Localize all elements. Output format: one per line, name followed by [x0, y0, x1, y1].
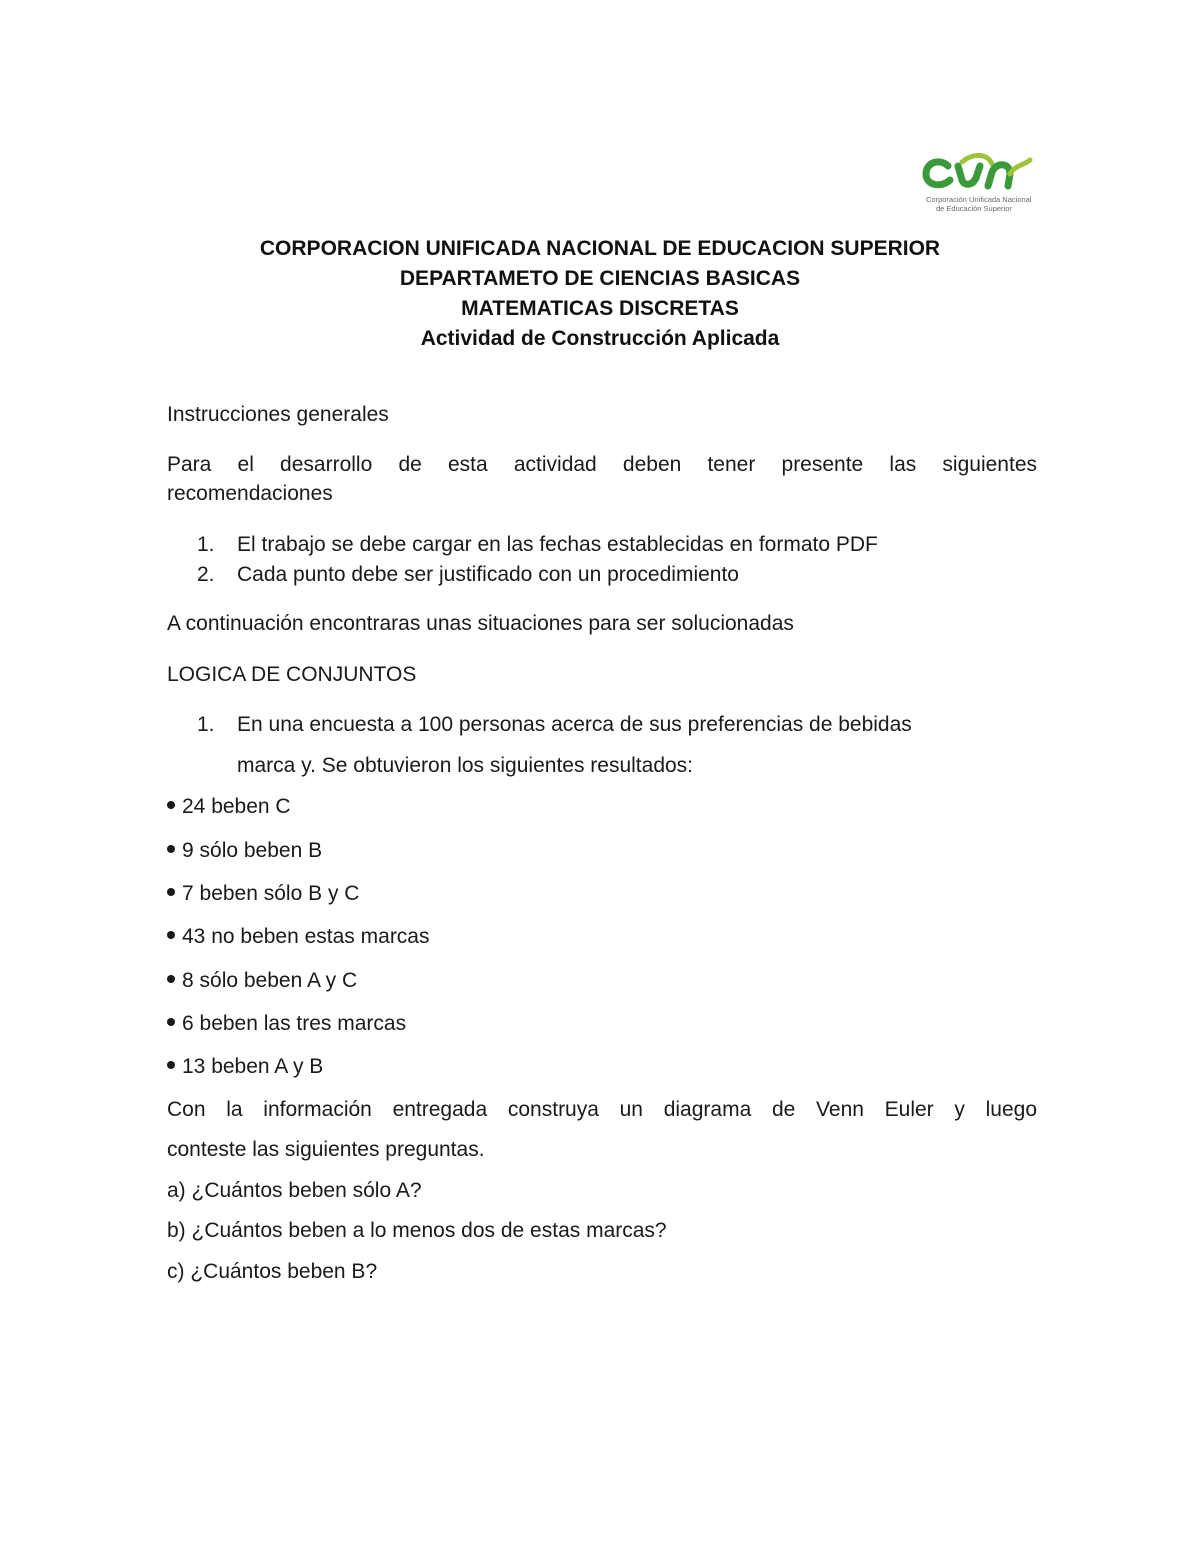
recommendation-item — [197, 561, 1037, 589]
question-a: a) ¿Cuántos beben sólo A? — [167, 1179, 422, 1202]
task-line-2: conteste las siguientes preguntas. — [167, 1138, 485, 1161]
logo-subtitle-line-2: de Educación Superior — [936, 204, 1012, 213]
result-text: 43 no beben estas marcas — [182, 925, 430, 948]
result-text: 8 sólo beben A y C — [182, 969, 358, 992]
header-institution: CORPORACION UNIFICADA NACIONAL DE EDUCACION SUPERIOR — [259, 237, 941, 260]
bullet-icon — [167, 931, 175, 939]
header-department: DEPARTAMETO DE CIENCIAS BASICAS — [399, 267, 801, 290]
cun-logo-mark — [918, 152, 1042, 196]
problem-text-line-1: En una encuesta a 100 personas acerca de sus preferencias de bebidas — [237, 713, 912, 736]
header-course: MATEMATICAS DISCRETAS — [461, 297, 739, 320]
list-item — [167, 793, 291, 821]
intro-line-2: recomendaciones — [167, 482, 333, 505]
intro-line-1: Para el desarrollo de esta actividad deben tener presente las siguientes — [167, 453, 1037, 476]
list-item — [167, 1010, 406, 1038]
bullet-icon — [167, 801, 175, 809]
question-b: b) ¿Cuántos beben a lo menos dos de estas marcas? — [167, 1219, 667, 1242]
result-text: 24 beben C — [182, 795, 291, 818]
recommendation-text: El trabajo se debe cargar en las fechas establecidas en formato PDF — [237, 533, 878, 556]
list-number: 2. — [197, 563, 215, 586]
header-activity: Actividad de Construcción Aplicada — [420, 327, 780, 350]
recommendation-text: Cada punto debe ser justificado con un procedimiento — [237, 563, 739, 586]
instructions-heading: Instrucciones generales — [167, 403, 389, 426]
task-line-1: Con la información entregada construya un diagrama de Venn Euler y luego — [167, 1098, 1037, 1121]
list-item — [167, 880, 359, 908]
result-text: 13 beben A y B — [182, 1055, 324, 1078]
list-number: 1. — [197, 533, 215, 556]
list-item — [167, 923, 430, 951]
problem-text-line-2: marca y. Se obtuvieron los siguientes resultados: — [237, 754, 694, 777]
logo-subtitle-line-1: Corporación Unificada Nacional — [926, 195, 1032, 204]
bullet-icon — [167, 975, 175, 983]
list-number: 1. — [197, 713, 215, 736]
bullet-icon — [167, 1018, 175, 1026]
problem-item-cont — [197, 752, 1037, 780]
list-item — [167, 1053, 323, 1081]
logo-subtitle — [926, 195, 1046, 213]
result-text: 6 beben las tres marcas — [182, 1012, 407, 1035]
continuation-text: A continuación encontraras unas situaciones para ser solucionadas — [167, 612, 794, 635]
bullet-icon — [167, 1061, 175, 1069]
result-text: 9 sólo beben B — [182, 839, 323, 862]
list-item — [167, 837, 322, 865]
question-c: c) ¿Cuántos beben B? — [167, 1260, 378, 1283]
result-text: 7 beben sólo B y C — [182, 882, 360, 905]
bullet-icon — [167, 845, 175, 853]
list-item — [167, 967, 357, 995]
section-title: LOGICA DE CONJUNTOS — [167, 663, 417, 686]
document-header — [0, 234, 1200, 354]
recommendation-item — [197, 531, 1037, 559]
bullet-icon — [167, 888, 175, 896]
problem-item — [197, 711, 1037, 739]
